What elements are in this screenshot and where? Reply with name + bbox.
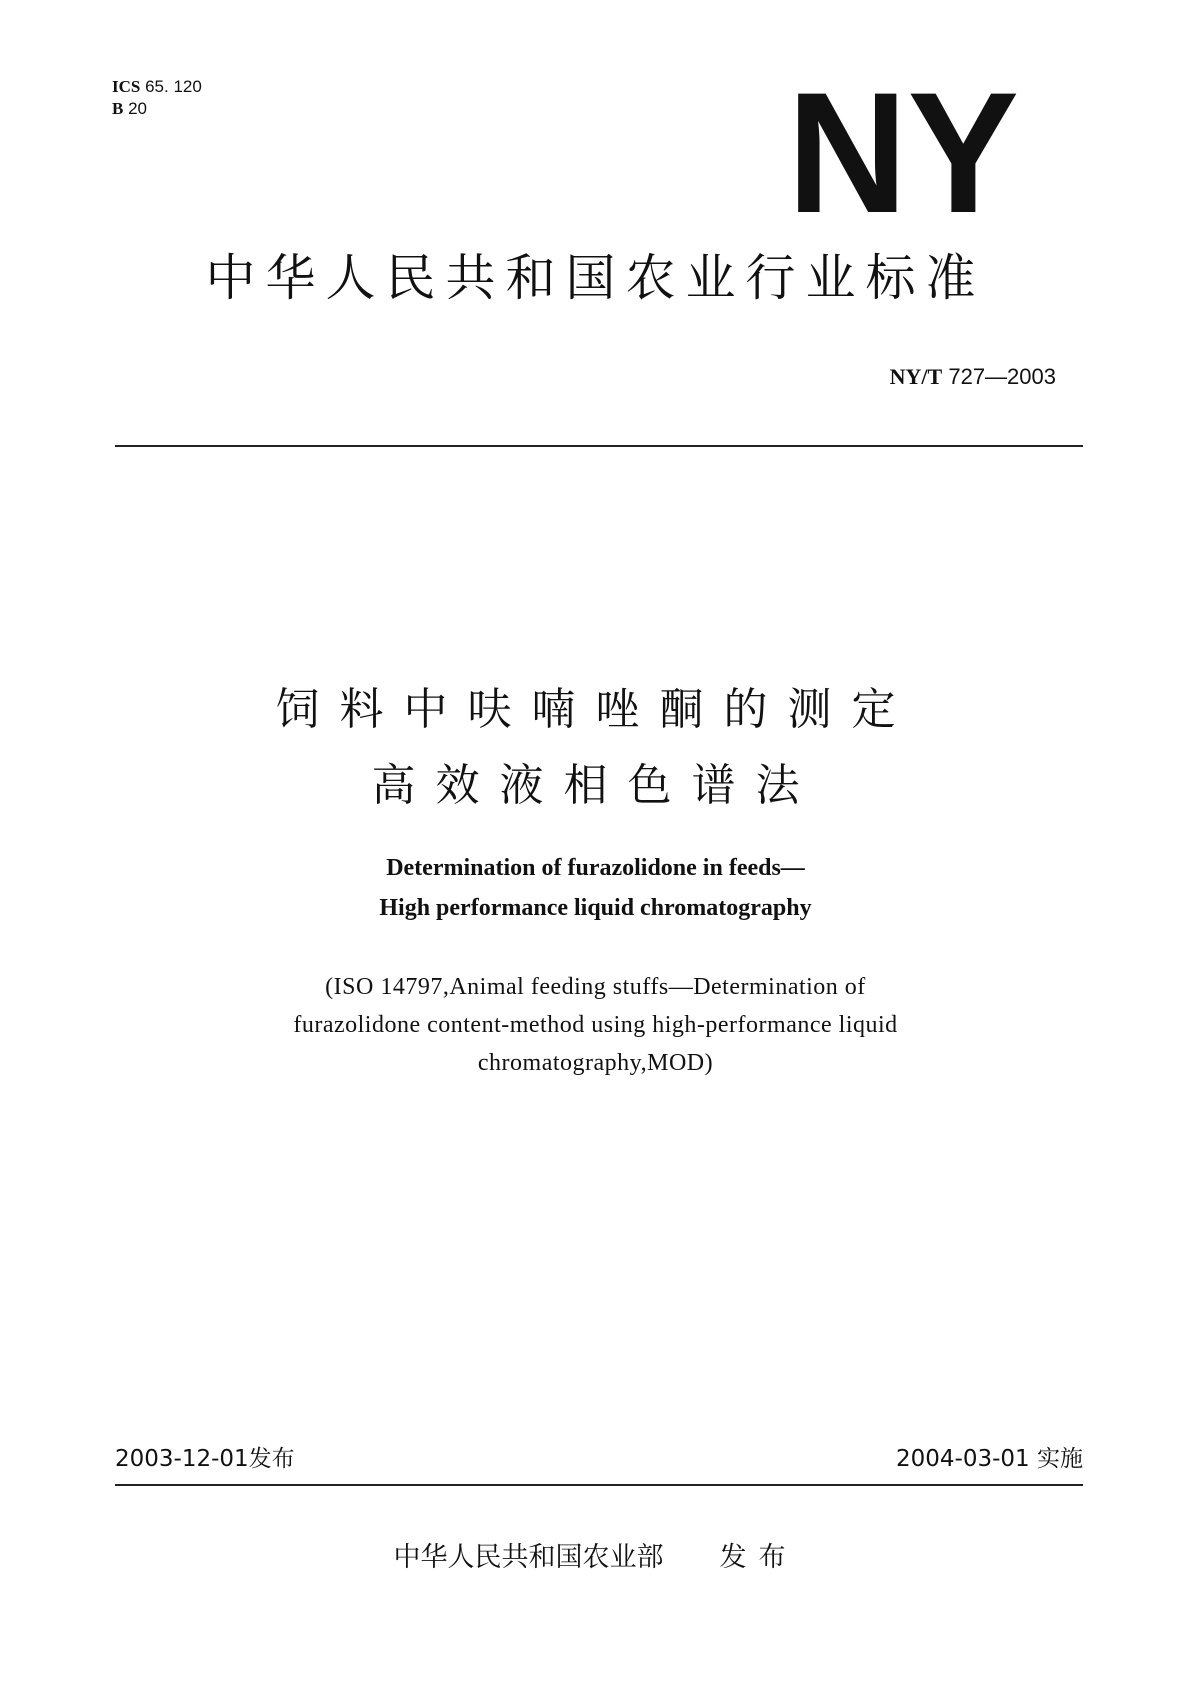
ny-logo <box>783 80 1023 220</box>
english-title <box>0 848 1191 928</box>
ics-label: ICS <box>112 77 141 96</box>
chinese-title <box>0 672 1191 824</box>
ics-code: 65. 120 <box>145 77 202 96</box>
implement-date: 2004-03-01 <box>896 1446 1030 1472</box>
iso-reference <box>0 968 1191 1082</box>
iso-reference-line-3: chromatography,MOD) <box>477 1050 714 1076</box>
chinese-title-line-2: 高效液相色谱法 <box>371 760 820 811</box>
issue-date-group <box>115 1444 295 1474</box>
ccs-label: B <box>112 99 124 118</box>
english-title-line-1: Determination of furazolidone in feeds— <box>386 855 805 881</box>
ny-logo-text: NY <box>787 80 1019 220</box>
iso-reference-line-2: furazolidone content-method using high-performance liquid <box>293 1012 898 1038</box>
standard-category-title: 中华人民共和国农业行业标准 <box>205 249 986 307</box>
implement-label: 实施 <box>1037 1446 1083 1472</box>
ics-line <box>112 76 202 98</box>
ccs-line <box>112 98 202 120</box>
iso-reference-line-1: (ISO 14797,Animal feeding stuffs—Determination of <box>325 974 866 1000</box>
implement-date-group <box>896 1444 1083 1474</box>
standard-number <box>890 364 1056 390</box>
standard-number-value: 727—2003 <box>948 364 1056 389</box>
classification-codes <box>112 76 202 120</box>
standard-number-prefix: NY/T <box>889 364 943 389</box>
issuer-name: 中华人民共和国农业部 <box>393 1542 664 1573</box>
ccs-code: 20 <box>128 99 147 118</box>
issue-label: 发布 <box>248 1446 295 1472</box>
english-title-line-2: High performance liquid chromatography <box>379 895 812 921</box>
issue-date: 2003-12-01 <box>115 1446 249 1472</box>
top-divider <box>115 445 1083 447</box>
chinese-title-line-1: 饲料中呋喃唑酮的测定 <box>275 684 916 735</box>
issuer-line <box>0 1540 1191 1576</box>
bottom-divider <box>115 1484 1083 1486</box>
issuer-action: 发布 <box>719 1542 798 1573</box>
